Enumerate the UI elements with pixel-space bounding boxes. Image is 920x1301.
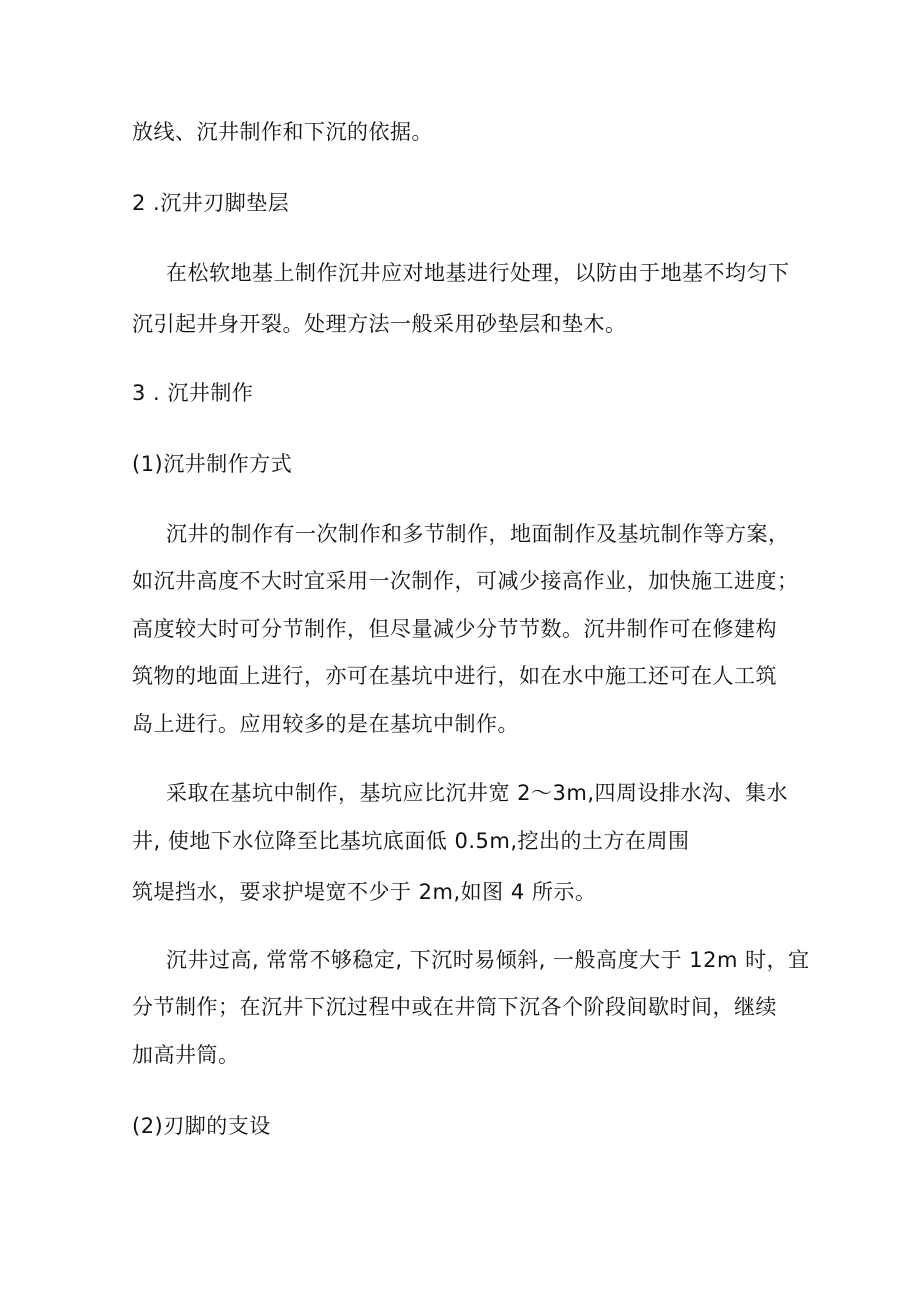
text-line: 采取在基坑中制作，基坑应比沉井宽 2～3m,四周设排水沟、集水 bbox=[166, 781, 789, 805]
text-line: 加高井筒。 bbox=[132, 1043, 240, 1067]
text-line: 在松软地基上制作沉井应对地基进行处理，以防由于地基不均匀下 bbox=[166, 261, 790, 285]
section-heading: 2 .沉井刃脚垫层 bbox=[132, 191, 290, 215]
subsection-heading: (1)沉井制作方式 bbox=[132, 452, 293, 476]
text-line: 井, 使地下水位降至比基坑底面低 0.5m,挖出的土方在周围 bbox=[132, 829, 690, 853]
text-line: 分节制作；在沉井下沉过程中或在井筒下沉各个阶段间歇时间，继续 bbox=[132, 995, 777, 1019]
subsection-heading: (2)刃脚的支设 bbox=[132, 1114, 271, 1138]
section-heading: 3 . 沉井制作 bbox=[132, 381, 254, 405]
text-line: 高度较大时可分节制作，但尽量减少分节节数。沉井制作可在修建构 bbox=[132, 617, 777, 641]
text-line: 筑堤挡水，要求护堤宽不少于 2m,如图 4 所示。 bbox=[132, 880, 597, 904]
text-line: 放线、沉井制作和下沉的依据。 bbox=[132, 120, 433, 144]
text-line: 沉井的制作有一次制作和多节制作，地面制作及基坑制作等方案， bbox=[166, 522, 790, 546]
text-line: 沉引起井身开裂。处理方法一般采用砂垫层和垫木。 bbox=[132, 312, 627, 336]
text-line: 沉井过高, 常常不够稳定, 下沉时易倾斜, 一般高度大于 12m 时，宜 bbox=[166, 948, 810, 972]
text-line: 筑物的地面上进行，亦可在基坑中进行，如在水中施工还可在人工筑 bbox=[132, 664, 777, 688]
text-line: 如沉井高度不大时宜采用一次制作，可减少接高作业，加快施工进度； bbox=[132, 569, 799, 593]
text-line: 岛上进行。应用较多的是在基坑中制作。 bbox=[132, 712, 519, 736]
